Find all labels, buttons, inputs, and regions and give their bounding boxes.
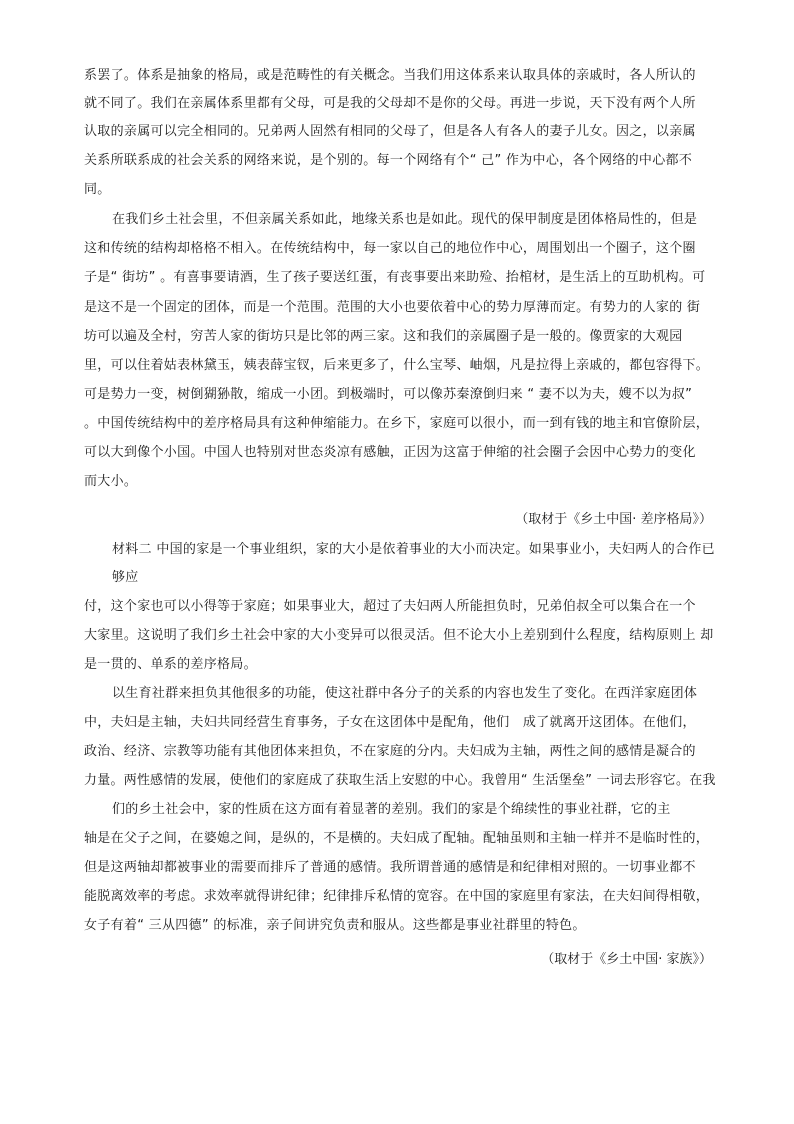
text-line: 能脱离效率的考虑。求效率就得讲纪律；纪律排斥私情的宽容。在中国的家庭里有家法，在夫妇间得相敬， xyxy=(84,889,710,904)
text-line: 认取的亲属可以完全相同的。兄弟两人固然有相同的父母了，但是各人有各人的妻子儿女。因之，以亲属 xyxy=(84,124,696,139)
text-line: 中，夫妇是主轴，夫妇共同经营生育事务，子女在这团体中是配角，他们 成了就离开这团体。在他们， xyxy=(84,715,696,730)
text-line: 在我们乡土社会里，不但亲属关系如此，地缘关系也是如此。现代的保甲制度是团体格局性的，但是 xyxy=(112,212,698,227)
source-citation: （取材于《乡土中国· 家族》） xyxy=(541,952,712,967)
text-line: 材料二 中国的家是一个事业组织，家的大小是依着事业的大小而决定。如果事业小，夫妇两人的合作已 xyxy=(112,542,715,557)
text-line: 这和传统的结构却格格不相入。在传统结构中，每一家以自己的地位作中心，周围划出一个圈子，这个圈 xyxy=(84,241,696,256)
text-line: 是一贯的、单系的差序格局。 xyxy=(84,657,257,672)
text-line: 是这不是一个固定的团体，而是一个范围。范围的大小也要依着中心的势力厚薄而定。有势力的人家的 街 xyxy=(84,300,701,315)
text-line: 可以大到像个小国。中国人也特别对世态炎凉有感触，正因为这富于伸缩的社会圈子会因中心势力的变化 xyxy=(84,445,696,460)
text-line: 力量。两性感情的发展，使他们的家庭成了获取生活上安慰的中心。我曾用“ 生活堡垒” 一词去形容它。在我 xyxy=(84,773,716,788)
text-line: 轴是在父子之间，在婆媳之间，是纵的，不是横的。夫妇成了配轴。配轴虽则和主轴一样并不是临时性的， xyxy=(84,831,710,846)
text-line: 女子有着“ 三从四德” 的标准，亲子间讲究负责和服从。这些都是事业社群里的特色。 xyxy=(84,918,586,933)
text-line: 政治、经济、宗教等功能有其他团体来担负，不在家庭的分内。夫妇成为主轴，两性之间的感情是凝合的 xyxy=(84,744,696,759)
text-line: 就不同了。我们在亲属体系里都有父母，可是我的父母却不是你的父母。再进一步说，天下没有两个人所 xyxy=(84,96,696,111)
text-line: 子是“ 街坊” 。有喜事要请酒，生了孩子要送红蛋，有丧事要出来助殓、抬棺材，是生活上的互助机构。可 xyxy=(84,270,706,285)
text-line: 付，这个家也可以小得等于家庭；如果事业大，超过了夫妇两人所能担负时，兄弟伯叔全可以集合在一个 xyxy=(84,599,696,614)
text-line: 可是势力一变，树倒猢狲散，缩成一小团。到极端时，可以像苏秦潦倒归来 “ 妻不以为夫，嫂不以为叔” xyxy=(84,387,693,402)
text-line: 大家里。这说明了我们乡土社会中家的大小变异可以很灵活。但不论大小上差别到什么程度，结构原则上 却 xyxy=(84,628,714,643)
text-line: 够应 xyxy=(112,570,139,585)
text-line: 同。 xyxy=(84,182,111,197)
text-line: 。中国传统结构中的差序格局具有这种伸缩能力。在乡下，家庭可以很小，而一到有钱的地主和官僚阶层， xyxy=(84,416,710,431)
text-line: 而大小。 xyxy=(84,474,138,489)
text-line: 关系所联系成的社会关系的网络来说，是个别的。每一个网络有个“ 己” 作为中心，各个网络的中心都不 xyxy=(84,153,693,168)
text-line: 系罢了。体系是抽象的格局，或是范畴性的有关概念。当我们用这体系来认取具体的亲戚时，各人所认的 xyxy=(84,68,696,83)
text-line: 坊可以遍及全村，穷苦人家的街坊只是比邻的两三家。这和我们的亲属圈子是一般的。像贾家的大观园 xyxy=(84,329,683,344)
text-line: 里，可以住着姑表林黛玉，姨表薛宝钗，后来更多了，什么宝琴、岫烟，凡是拉得上亲戚的，都包容得下。 xyxy=(84,358,710,373)
text-line: 们的乡土社会中，家的性质在这方面有着显著的差别。我们的家是个绵续性的事业社群，它的主 xyxy=(112,802,671,817)
text-line: 但是这两轴却都被事业的需要而排斥了普通的感情。我所谓普通的感情是和纪律相对照的。一切事业都不 xyxy=(84,860,696,875)
source-citation: （取材于《乡土中国· 差序格局》） xyxy=(515,512,712,527)
text-line: 以生育社群来担负其他很多的功能，使这社群中各分子的关系的内容也发生了变化。在西洋家庭团体 xyxy=(112,686,698,701)
